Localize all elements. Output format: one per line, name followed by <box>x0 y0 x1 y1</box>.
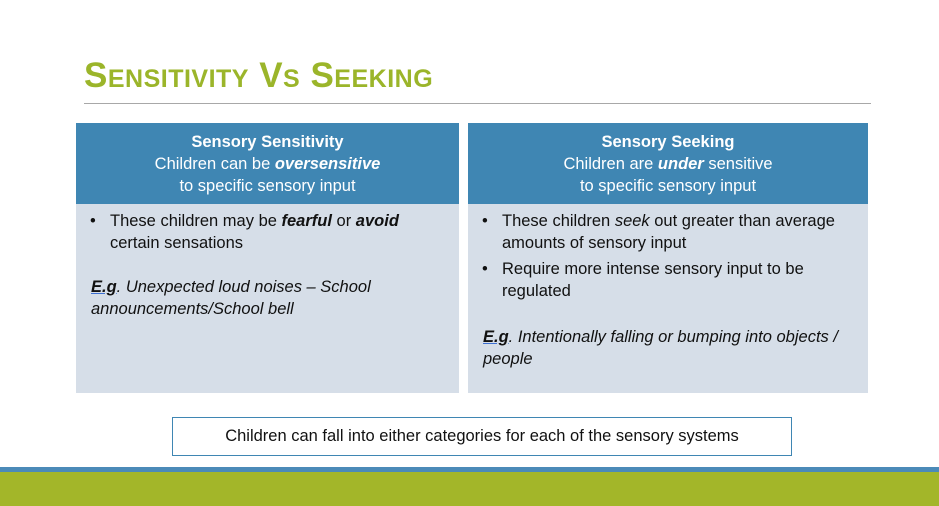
seeking-header <box>468 123 868 204</box>
bullet-emphasis: avoid <box>355 212 399 230</box>
example-label: E.g <box>483 328 509 346</box>
sensitivity-subtitle <box>76 153 459 175</box>
bullet-emphasis: fearful <box>281 212 332 230</box>
subtitle-emphasis: oversensitive <box>274 155 381 173</box>
sensitivity-panel <box>76 123 459 393</box>
sensitivity-example <box>88 276 449 320</box>
sensitivity-body <box>76 204 459 320</box>
footer-band <box>0 472 939 506</box>
title-divider <box>84 103 871 104</box>
seeking-heading: Sensory Seeking <box>601 133 735 151</box>
bullet-item <box>88 210 449 254</box>
seeking-body <box>468 204 868 370</box>
bullet-item <box>480 210 858 254</box>
seeking-panel <box>468 123 868 393</box>
subtitle-text: sensitive <box>703 155 773 173</box>
sensitivity-bullets <box>88 210 449 254</box>
example-text: . Intentionally falling or bumping into objects / people <box>483 328 838 368</box>
seeking-subtitle <box>468 153 868 175</box>
bullet-text: certain sensations <box>110 234 243 252</box>
bullet-text: These children <box>502 212 615 230</box>
sensitivity-heading: Sensory Sensitivity <box>191 133 344 151</box>
seeking-subtitle-line2: to specific sensory input <box>579 177 757 195</box>
subtitle-emphasis: under <box>657 155 704 173</box>
slide-title: Sensitivity Vs Seeking <box>84 56 434 95</box>
sensitivity-subtitle-line2: to specific sensory input <box>179 177 356 195</box>
sensitivity-header <box>76 123 459 204</box>
subtitle-text: Children are <box>563 155 658 173</box>
bullet-text: out greater than average amounts of sensory input <box>502 212 835 252</box>
bullet-text: or <box>331 212 356 230</box>
summary-note-box: Children can fall into either categories for each of the sensory systems <box>172 417 792 456</box>
bullet-text: These children may be <box>110 212 282 230</box>
seeking-bullets <box>480 210 858 302</box>
subtitle-text: Children can be <box>154 155 275 173</box>
example-text: . Unexpected loud noises – School announcements/School bell <box>91 278 371 318</box>
example-label: E.g <box>91 278 117 296</box>
bullet-item: • Require more intense sensory input to be regulated <box>480 258 858 302</box>
seeking-example <box>480 326 858 370</box>
bullet-emphasis: seek <box>614 212 650 230</box>
